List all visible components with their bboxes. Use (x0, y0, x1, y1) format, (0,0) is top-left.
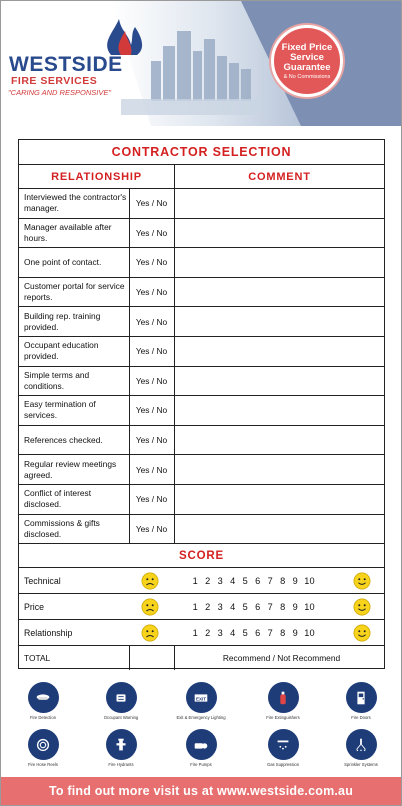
score-number[interactable]: 2 (205, 627, 211, 638)
table-row (19, 307, 384, 337)
yes-no-option[interactable]: Yes / No (135, 227, 168, 238)
comment-cell[interactable] (175, 337, 384, 366)
extinguisher-icon (268, 682, 299, 713)
pump-icon (186, 729, 217, 760)
score-number[interactable]: 9 (292, 601, 298, 612)
table-header-row (19, 165, 384, 189)
score-number[interactable]: 7 (267, 627, 273, 638)
yes-no-option[interactable]: Yes / No (135, 316, 168, 327)
comment-cell[interactable] (175, 485, 384, 514)
exit-sign-icon (186, 682, 217, 713)
score-number[interactable]: 10 (304, 575, 315, 586)
question-text: Commissions & gifts disclosed. (24, 517, 100, 539)
score-number[interactable]: 7 (267, 575, 273, 586)
guarantee-badge (271, 25, 343, 97)
yes-no-option[interactable]: Yes / No (135, 257, 168, 268)
total-row (19, 646, 384, 670)
question-text: Easy termination of services. (24, 399, 96, 421)
score-number[interactable]: 6 (255, 627, 261, 638)
score-number[interactable]: 2 (205, 575, 211, 586)
yes-no-option[interactable]: Yes / No (135, 198, 168, 209)
relationship-header: RELATIONSHIP (51, 170, 142, 183)
yes-no-option[interactable]: Yes / No (135, 464, 168, 475)
service-item (171, 682, 231, 720)
question-text: One point of contact. (24, 256, 102, 267)
gas-icon (268, 729, 299, 760)
table-row (19, 455, 384, 485)
service-icons (1, 676, 401, 776)
table-row (19, 219, 384, 249)
yes-no-option[interactable]: Yes / No (135, 287, 168, 298)
service-caption: Fire Pumps (190, 762, 212, 767)
service-caption: Fire Extinguishers (266, 715, 300, 720)
score-number[interactable]: 2 (205, 601, 211, 612)
badge-line-2: Service (290, 52, 324, 63)
service-caption: Occupant Warning (103, 715, 139, 720)
sad-face-icon (141, 624, 159, 642)
yes-no-option[interactable]: Yes / No (135, 435, 168, 446)
hose-reel-icon (28, 729, 59, 760)
comment-cell[interactable] (175, 515, 384, 544)
table-row (19, 485, 384, 515)
service-caption: Fire Doors (351, 715, 371, 720)
score-number[interactable]: 3 (217, 575, 223, 586)
score-number[interactable]: 5 (242, 627, 248, 638)
score-label: Relationship (24, 627, 73, 638)
header-banner (1, 1, 401, 126)
question-text: Building rep. training provided. (24, 310, 101, 332)
comment-cell[interactable] (175, 278, 384, 307)
table-row (19, 278, 384, 308)
comment-cell[interactable] (175, 307, 384, 336)
yes-no-option[interactable]: Yes / No (135, 523, 168, 534)
total-label: TOTAL (24, 653, 51, 663)
service-caption: Fire Hydrants (108, 762, 134, 767)
score-number[interactable]: 1 (192, 575, 198, 586)
contractor-selection-table (18, 139, 385, 669)
service-item (91, 682, 151, 720)
service-caption: Gas Suppression (266, 762, 300, 767)
score-number[interactable]: 7 (267, 601, 273, 612)
score-number[interactable]: 3 (217, 601, 223, 612)
score-number[interactable]: 4 (230, 627, 236, 638)
happy-face-icon (353, 598, 371, 616)
score-number[interactable]: 9 (292, 575, 298, 586)
score-scale (189, 594, 318, 619)
question-text: Simple terms and conditions. (24, 369, 90, 391)
score-number[interactable]: 6 (255, 575, 261, 586)
siren-icon (106, 682, 137, 713)
comment-cell[interactable] (175, 455, 384, 484)
service-caption: Sprinkler Systems (344, 762, 378, 767)
score-number[interactable]: 10 (304, 601, 315, 612)
footer-text[interactable]: To find out more visit us at www.westside.com.au (48, 784, 354, 798)
comment-cell[interactable] (175, 219, 384, 248)
sad-face-icon (141, 572, 159, 590)
score-number[interactable]: 1 (192, 601, 198, 612)
service-caption: Fire Hose Reels (27, 762, 59, 767)
question-text: Occupant education provided. (24, 340, 99, 362)
smoke-detector-icon (28, 682, 59, 713)
score-label: Technical (24, 575, 61, 586)
score-number[interactable]: 4 (230, 601, 236, 612)
table-row (19, 248, 384, 278)
footer-banner (1, 777, 401, 805)
question-text: Manager available after hours. (24, 221, 112, 243)
tagline: "CARING AND RESPONSIVE" (8, 88, 111, 97)
comment-cell[interactable] (175, 426, 384, 455)
table-row (19, 396, 384, 426)
score-row (19, 620, 384, 646)
score-title-row (19, 544, 384, 568)
yes-no-option[interactable]: Yes / No (135, 346, 168, 357)
service-caption: Fire Detection (29, 715, 57, 720)
score-number[interactable]: 3 (217, 627, 223, 638)
score-row (19, 594, 384, 620)
table-row (19, 337, 384, 367)
score-number[interactable]: 5 (242, 601, 248, 612)
question-text: Conflict of interest disclosed. (24, 488, 92, 510)
svg-text:EXIT: EXIT (195, 695, 207, 701)
score-number[interactable]: 1 (192, 627, 198, 638)
score-number[interactable]: 8 (280, 601, 286, 612)
sprinkler-icon (346, 729, 377, 760)
table-row (19, 189, 384, 219)
score-number[interactable]: 6 (255, 601, 261, 612)
service-item (13, 729, 73, 767)
sad-face-icon (141, 598, 159, 616)
score-number[interactable]: 9 (292, 627, 298, 638)
table-row (19, 426, 384, 456)
comment-cell[interactable] (175, 189, 384, 218)
comment-cell[interactable] (175, 367, 384, 396)
table-title: CONTRACTOR SELECTION (111, 145, 292, 159)
service-item (253, 729, 313, 767)
table-row (19, 367, 384, 397)
badge-line-4: & No Commissions (283, 74, 331, 80)
happy-face-icon (353, 572, 371, 590)
comment-header: COMMENT (248, 170, 311, 183)
score-number[interactable]: 8 (280, 575, 286, 586)
score-row (19, 568, 384, 594)
score-number[interactable]: 8 (280, 627, 286, 638)
service-item (91, 729, 151, 767)
door-icon (346, 682, 377, 713)
flame-logo-icon (101, 15, 151, 57)
happy-face-icon (353, 624, 371, 642)
score-title: SCORE (179, 549, 224, 562)
question-text: Customer portal for service reports. (24, 281, 125, 303)
service-item (171, 729, 231, 767)
score-number[interactable]: 10 (304, 627, 315, 638)
score-number[interactable]: 5 (242, 575, 248, 586)
score-label: Price (24, 601, 45, 612)
logo-subtitle: FIRE SERVICES (11, 75, 98, 87)
comment-cell[interactable] (175, 248, 384, 277)
service-caption: Exit & Emergency Lighting (176, 715, 226, 720)
score-number[interactable]: 4 (230, 575, 236, 586)
comment-cell[interactable] (175, 396, 384, 425)
yes-no-option[interactable]: Yes / No (135, 405, 168, 416)
service-item (253, 682, 313, 720)
badge-line-3: Guarantee (283, 62, 331, 73)
question-text: Regular review meetings agreed. (24, 458, 117, 480)
badge-line-1: Fixed Price (281, 42, 333, 53)
service-item (331, 729, 391, 767)
table-title-row (19, 140, 384, 165)
question-text: References checked. (24, 434, 103, 445)
score-scale (189, 568, 318, 593)
score-scale (189, 620, 318, 645)
question-text: Interviewed the contractor's manager. (24, 192, 127, 214)
service-item (13, 682, 73, 720)
service-item (331, 682, 391, 720)
yes-no-option[interactable]: Yes / No (135, 494, 168, 505)
table-row (19, 515, 384, 545)
recommend-option[interactable]: Recommend / Not Recommend (222, 653, 341, 663)
logo-wordmark: WESTSIDE (9, 53, 123, 76)
yes-no-option[interactable]: Yes / No (135, 375, 168, 386)
hydrant-icon (106, 729, 137, 760)
